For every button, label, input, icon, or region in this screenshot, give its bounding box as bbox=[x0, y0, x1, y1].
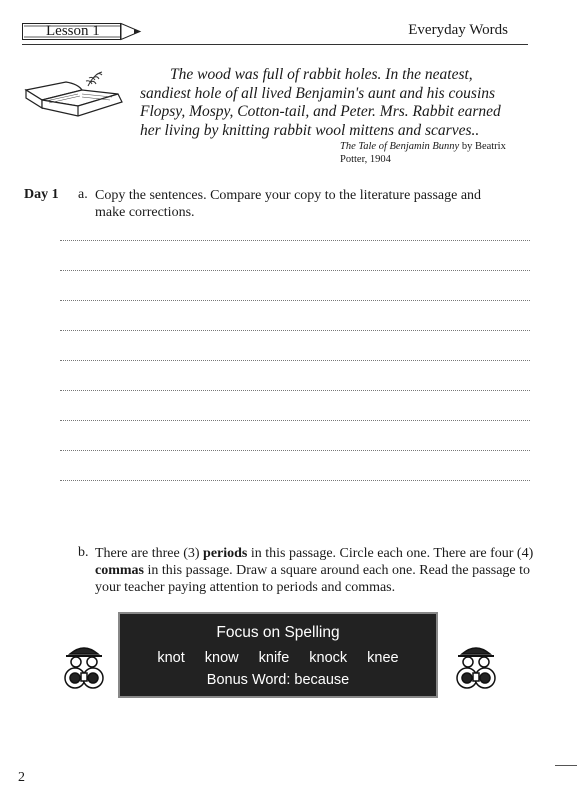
citation-author-year: by Beatrix Potter, 1904 bbox=[340, 141, 506, 165]
citation-title: The Tale of Benjamin Bunny bbox=[340, 141, 460, 152]
spelling-focus-box bbox=[118, 612, 438, 698]
writing-line[interactable] bbox=[60, 420, 530, 422]
page-title: Everyday Words bbox=[408, 22, 508, 38]
spelling-word: know bbox=[204, 650, 239, 666]
writing-line[interactable] bbox=[60, 450, 530, 452]
header-divider bbox=[22, 44, 528, 45]
spelling-word: knot bbox=[157, 650, 185, 666]
day-label: Day 1 bbox=[24, 187, 59, 202]
spelling-word: knee bbox=[367, 650, 399, 666]
instruction-b-text: in this passage. Draw a square around each one. Read the passage to your teacher paying attention to periods and commas. bbox=[95, 563, 531, 595]
corner-mark bbox=[555, 765, 577, 766]
writing-lines[interactable] bbox=[60, 240, 530, 510]
spelling-title: Focus on Spelling bbox=[216, 624, 340, 641]
instruction-a: Copy the sentences. Compare your copy to the literature passage and make corrections. bbox=[95, 188, 482, 220]
writing-line[interactable] bbox=[60, 240, 530, 242]
writing-line[interactable] bbox=[60, 390, 530, 392]
keyword-commas: commas bbox=[95, 563, 144, 578]
bonus-word: Bonus Word: because bbox=[206, 672, 350, 688]
lesson-label: Lesson 1 bbox=[46, 23, 100, 39]
binoculars-icon bbox=[450, 640, 502, 692]
instruction-b-text: There are three (3) bbox=[95, 546, 204, 561]
keyword-periods: periods bbox=[203, 546, 248, 561]
spelling-word: knife bbox=[258, 650, 290, 666]
instruction-b-letter: b. bbox=[78, 545, 89, 560]
page-number: 2 bbox=[18, 770, 25, 785]
writing-line[interactable] bbox=[60, 300, 530, 302]
instruction-b bbox=[95, 545, 535, 596]
writing-line[interactable] bbox=[60, 330, 530, 332]
open-book-icon bbox=[22, 68, 134, 124]
passage-citation bbox=[340, 140, 520, 166]
spelling-word: knock bbox=[309, 650, 348, 666]
spelling-word-list bbox=[120, 650, 436, 666]
writing-line[interactable] bbox=[60, 360, 530, 362]
literature-passage: The wood was full of rabbit holes. In the neatest, sandiest hole of all lived Benjamin's aunt and his cousins Flopsy, Mospy, Cotton-tail, and Peter. Mrs. Rabbit earned her living by knitting rabbit wool mittens and scarves.. bbox=[140, 66, 501, 139]
writing-line[interactable] bbox=[60, 480, 530, 482]
binoculars-icon bbox=[58, 640, 110, 692]
instruction-b-text: in this passage. Circle each one. There are four (4) bbox=[247, 546, 534, 561]
writing-line[interactable] bbox=[60, 270, 530, 272]
instruction-a-letter: a. bbox=[78, 187, 88, 202]
